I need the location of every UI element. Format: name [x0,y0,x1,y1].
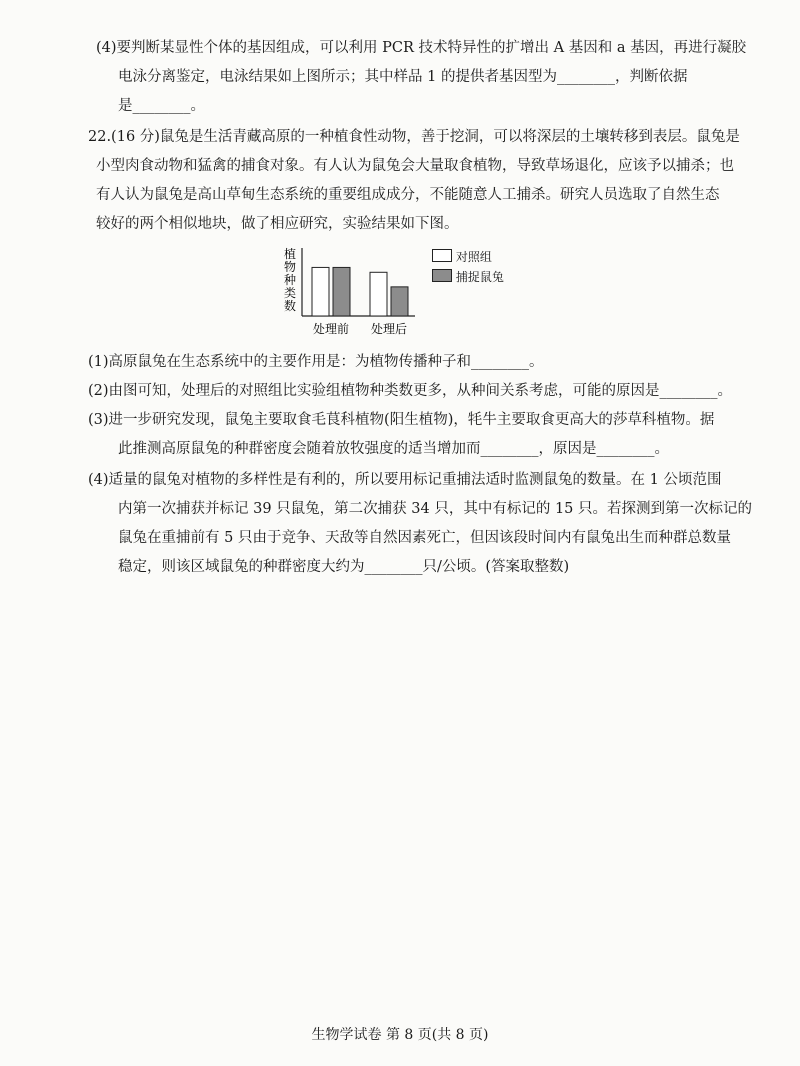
q22-part3-line2: 此推测高原鼠兔的种群密度会随着放牧强度的适当增加而________，原因是________。 [118,441,669,457]
q22-intro-line1: 22.(16 分)鼠兔是生活青藏高原的一种植食性动物，善于挖洞，可以将深层的土壤转移到表层。鼠兔是 [88,129,740,145]
bar-control-0 [312,267,329,316]
q22-intro-line2: 小型肉食动物和猛禽的捕食对象。有人认为鼠兔会大量取食植物，导致草场退化，应该予以捕杀；也 [96,158,734,174]
bar-control-1 [370,272,387,316]
y-axis-label: 植物种类数 [283,247,297,313]
bar-capture-1 [391,287,408,316]
q22-intro-line3: 有人认为鼠兔是高山草甸生态系统的重要组成成分，不能随意人工捕杀。研究人员选取了自然生态 [96,187,720,203]
legend-swatch-capture [432,269,452,282]
q21-part4-line1: (4)要判断某显性个体的基因组成，可以利用 PCR 技术特异性的扩增出 A 基因和 a 基因，再进行凝胶 [96,40,747,56]
q22-part2: (2)由图可知，处理后的对照组比实验组植物种类数更多，从种间关系考虑，可能的原因是________。 [88,383,733,399]
q22-intro-line4: 较好的两个相似地块，做了相应研究，实验结果如下图。 [96,216,459,232]
q22-part4-line1: (4)适量的鼠兔对植物的多样性是有利的，所以要用标记重捕法适时监测鼠兔的数量。在 1 公顷范围 [88,472,722,488]
bar-capture-0 [333,267,350,316]
bar-chart [270,240,520,340]
legend-item-capture [432,268,504,285]
x-tick-label-1: 处理后 [370,322,408,336]
legend-swatch-control [432,249,452,262]
x-tick-label-0: 处理前 [312,322,350,336]
q22-part3-line1: (3)进一步研究发现，鼠兔主要取食毛茛科植物(阳生植物)，牦牛主要取食更高大的莎草科植物。据 [88,412,715,428]
page-footer: 生物学试卷 第 8 页(共 8 页) [311,1027,489,1043]
q21-part4-line3: 是________。 [118,98,205,114]
q22-part4-line3: 鼠兔在重捕前有 5 只由于竞争、天敌等自然因素死亡，但因该段时间内有鼠兔出生而种群总数量 [118,530,731,546]
legend-label-capture: 捕捉鼠兔 [455,270,504,284]
q22-part4-line4: 稳定，则该区域鼠兔的种群密度大约为________只/公顷。(答案取整数) [118,559,570,575]
q22-part4-line2: 内第一次捕获并标记 39 只鼠兔，第二次捕获 34 只，其中有标记的 15 只。若探测到第一次标记的 [118,501,753,517]
q22-part1: (1)高原鼠兔在生态系统中的主要作用是：为植物传播种子和________。 [88,354,544,370]
legend-label-control: 对照组 [455,250,492,264]
legend-item-control [432,248,492,265]
q21-part4-line2: 电泳分离鉴定，电泳结果如上图所示；其中样品 1 的提供者基因型为________，判断依据 [118,69,688,85]
